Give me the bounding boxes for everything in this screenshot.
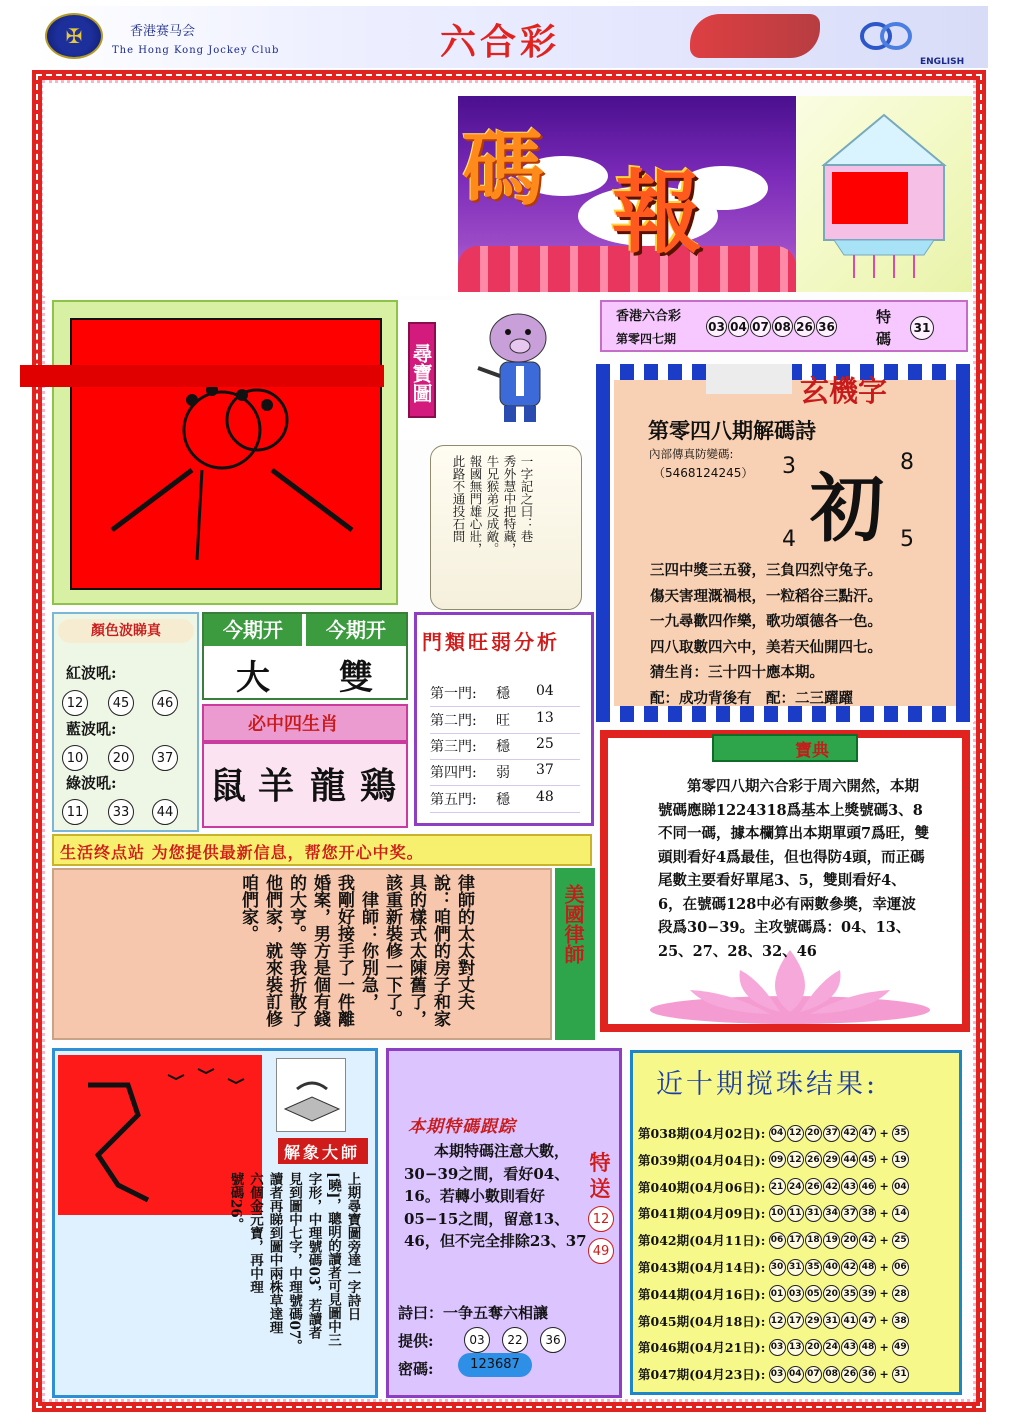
plus-icon: + [879, 1314, 889, 1328]
row-ball: 05 [805, 1285, 822, 1302]
horse-racing-icon [690, 14, 820, 58]
green-wave-label: 綠波吼: [66, 774, 117, 792]
fax-note: 內部傳真防變碼: [649, 447, 734, 461]
mystery-word-title: 玄機字 [800, 374, 888, 408]
wave-ball: 37 [152, 745, 178, 771]
red-wave-label: 紅波吼: [66, 664, 117, 682]
row-ball: 30 [769, 1259, 786, 1276]
mystery-title-blank [706, 364, 792, 394]
poem-line: 四八取數四六中，美若天仙開四七。 [650, 638, 882, 656]
row-ball: 31 [823, 1312, 840, 1329]
row-issue: 第042期 [638, 1233, 690, 1249]
row-ball: 07 [805, 1366, 822, 1383]
zodiac-animal: 龍 [310, 765, 347, 807]
row-ball: 17 [787, 1232, 804, 1249]
result-ball: 36 [816, 316, 837, 337]
gate-analysis-title: 門類旺弱分析 [422, 630, 560, 654]
row-special-ball: 38 [892, 1312, 909, 1329]
row-special-ball: 25 [892, 1232, 909, 1249]
result-ball: 03 [706, 316, 727, 337]
lantern-red-redaction [832, 172, 908, 224]
poem-line: 配：成功背後有 配：二三躍躍 [650, 689, 853, 707]
mystery-digit: 5 [900, 527, 914, 552]
wave-ball: 46 [152, 690, 178, 716]
row-issue: 第043期 [638, 1260, 690, 1275]
gate-name: 第四門: [430, 765, 477, 781]
row-ball: 31 [805, 1205, 822, 1222]
poem-line: 三四中獎三五發，三負四烈守兔子。 [650, 562, 882, 579]
dream-line: 讀者再睇到圖中兩株草達理 [266, 1172, 283, 1334]
plus-icon: + [879, 1340, 889, 1354]
gate-number: 13 [536, 710, 554, 726]
wave-ball: 10 [62, 745, 88, 771]
plus-icon: + [879, 1180, 889, 1194]
row-issue: 第044期 [638, 1286, 690, 1302]
result-row [638, 1151, 909, 1169]
poem-text: 一争五奪六相讓 [443, 1304, 549, 1322]
gate-row [430, 736, 580, 760]
row-ball: 04 [787, 1366, 804, 1383]
result-row [638, 1365, 909, 1383]
row-ball: 18 [805, 1232, 822, 1249]
provide-ball: 22 [502, 1327, 528, 1353]
joke-line: 律師：你別急， [358, 874, 378, 1010]
scroll-line: 此路不通投石問 [451, 455, 466, 543]
row-ball: 42 [841, 1259, 858, 1276]
lawyer-joke-title: 美國律師 [561, 884, 585, 964]
poem-line: 猜生肖：三十四十應本期。 [650, 664, 824, 681]
treasure-code-text: 第零四八期六合彩于周六開然，本期號碼應睇1224318爲基本上獎號碼3、8不同一碼，據本欄算出本期單頭7爲旺，雙頭則看好4爲最佳，但也得防4頭，而正碼尾數主要看好單尾3、5，雙則看好4、6，在號碼128中必有兩數參奬，幸運波段爲30−39。主攻號碼爲：04、13、25、27、28、32、46 [658, 778, 930, 960]
row-special-ball: 06 [892, 1259, 909, 1276]
plus-icon: + [879, 1233, 889, 1247]
result-row [638, 1312, 909, 1330]
period-value-odd-even: 雙 [339, 658, 373, 698]
row-ball: 40 [823, 1259, 840, 1276]
row-ball: 24 [787, 1178, 804, 1195]
row-ball: 20 [805, 1339, 822, 1356]
special-tracking-text: 本期特碼注意大數，30−39之間，看好04、16。若轉小數則看好05−15之間，留意13、46，但不完全排除23、37 [404, 1142, 587, 1250]
row-ball: 01 [769, 1285, 786, 1302]
row-ball: 03 [769, 1366, 786, 1383]
row-ball: 48 [859, 1339, 876, 1356]
row-ball: 47 [859, 1312, 876, 1329]
gate-row [430, 710, 580, 734]
dream-master-text [225, 1172, 362, 1372]
result-row [638, 1258, 909, 1276]
row-date: (04月23日): [689, 1367, 766, 1383]
row-special-ball: 35 [892, 1125, 909, 1142]
dream-line: 六個金元寶，再中理 [247, 1172, 263, 1294]
row-ball: 35 [805, 1259, 822, 1276]
english-link[interactable]: ENGLISH [920, 57, 965, 67]
row-ball: 03 [787, 1285, 804, 1302]
joke-line: 律師的太太對丈夫 [454, 874, 474, 1010]
row-ball: 17 [787, 1312, 804, 1329]
zodiac-animal: 鶏 [360, 765, 397, 807]
joke-line: 說：咱們的房子和家 [430, 874, 450, 1027]
joke-line: 咱們家。 [238, 874, 258, 942]
scroll-line: 報國無門雄心壯， [468, 455, 483, 555]
provide-line [398, 1330, 434, 1351]
row-ball: 26 [841, 1366, 858, 1383]
row-ball: 24 [823, 1339, 840, 1356]
gate-name: 第五門: [430, 792, 477, 808]
code-pill: 123687 [458, 1353, 532, 1377]
result-row [638, 1178, 909, 1196]
color-wave-title: 顏色波睇真 [58, 619, 194, 643]
wave-ball: 20 [108, 745, 134, 771]
redaction-stripe [20, 365, 384, 387]
row-date: (04月18日): [689, 1313, 766, 1329]
plus-icon: + [879, 1126, 889, 1140]
row-ball: 42 [823, 1178, 840, 1195]
poem-line: 傷天害理溉禍根，一粒稻谷三點汗。 [650, 587, 882, 605]
book-hand-icon [276, 1058, 346, 1132]
special-ball: 31 [910, 316, 934, 340]
treasure-code-title-bar [712, 734, 858, 762]
wave-ball: 33 [108, 799, 134, 825]
row-ball: 37 [823, 1125, 840, 1142]
row-ball: 06 [769, 1232, 786, 1249]
row-ball: 31 [787, 1259, 804, 1276]
joke-line: 他們家，就來裝訂修 [262, 874, 282, 1027]
joke-line: 該重新裝修一下了。 [382, 874, 402, 1027]
gate-row [430, 683, 580, 707]
row-ball: 09 [769, 1151, 786, 1168]
special-tracking-title: 本期特碼跟踪 [408, 1117, 516, 1137]
dream-line: 號碼26。 [227, 1172, 244, 1232]
row-ball: 41 [841, 1312, 858, 1329]
row-special-ball: 28 [892, 1285, 909, 1302]
row-ball: 20 [805, 1125, 822, 1142]
row-ball: 26 [805, 1151, 822, 1168]
result-ball: 08 [772, 316, 793, 337]
row-date: (04月06日): [689, 1179, 766, 1195]
row-ball: 20 [823, 1285, 840, 1302]
zodiac-title: 必中四生肖 [248, 714, 338, 735]
row-ball: 45 [859, 1151, 876, 1168]
row-issue: 第045期 [638, 1313, 690, 1329]
row-date: (04月04日): [689, 1152, 766, 1168]
pig-mascot-icon [470, 306, 560, 426]
result-row [638, 1231, 909, 1249]
mystery-digit: 8 [900, 450, 914, 475]
provide-ball: 36 [540, 1327, 566, 1353]
scroll-line: 秀外慧中把特藏， [502, 455, 517, 555]
gate-status: 旺 [496, 713, 510, 729]
row-ball: 26 [805, 1178, 822, 1195]
row-ball: 47 [859, 1125, 876, 1142]
poem-label: 詩曰： [398, 1304, 444, 1322]
page-title: 六合彩 [440, 21, 561, 63]
period-head-big-small: 今期开 [204, 614, 302, 646]
row-ball: 38 [859, 1205, 876, 1222]
treasure-code-title: 寶典 [795, 741, 829, 761]
row-ball: 04 [769, 1125, 786, 1142]
gate-number: 48 [536, 789, 554, 805]
mystery-big-char: 初 [810, 466, 884, 552]
org-name-en: The Hong Kong Jockey Club [112, 45, 280, 56]
joke-line: 具的樣式太陳舊了， [406, 874, 426, 1027]
zodiac-animal: 鼠 [210, 765, 247, 807]
period-value-big-small: 大 [236, 658, 270, 698]
row-ball: 19 [823, 1232, 840, 1249]
treasure-map-drawing [72, 320, 384, 592]
row-issue: 第041期 [638, 1206, 690, 1222]
wave-ball: 11 [62, 799, 88, 825]
result-ball: 26 [794, 316, 815, 337]
scroll-line: 一字記之曰：巷 [519, 455, 534, 543]
period-head-odd-even: 今期开 [306, 614, 406, 646]
row-ball: 42 [859, 1232, 876, 1249]
row-issue: 第046期 [638, 1340, 690, 1356]
mystery-digit: 4 [782, 527, 796, 552]
row-special-ball: 31 [892, 1366, 909, 1383]
gate-name: 第一門: [430, 686, 477, 702]
gate-number: 25 [536, 736, 554, 752]
row-ball: 39 [859, 1285, 876, 1302]
jockey-club-logo-icon[interactable]: ✠ [45, 13, 103, 59]
special-send-label: 特送 [589, 1150, 611, 1201]
lottery-name: 香港六合彩 [616, 309, 682, 324]
result-ball: 04 [728, 316, 749, 337]
row-issue: 第047期 [638, 1367, 690, 1383]
gate-status: 穩 [496, 739, 510, 755]
row-special-ball: 14 [892, 1205, 909, 1222]
row-issue: 第038期 [638, 1126, 690, 1141]
row-date: (04月11日): [689, 1233, 766, 1249]
row-ball: 11 [787, 1205, 804, 1222]
seek-treasure-title: 尋寶圖 [408, 322, 436, 418]
provide-ball: 03 [464, 1327, 490, 1353]
special-number-label: 特碼 [876, 308, 892, 348]
row-ball: 43 [841, 1339, 858, 1356]
mystery-poem [650, 558, 956, 711]
row-ball: 29 [805, 1312, 822, 1329]
row-ball: 43 [841, 1178, 858, 1195]
row-ball: 13 [787, 1339, 804, 1356]
joke-line: 的大亨。等我折散了 [286, 874, 306, 1027]
gate-status: 穩 [496, 686, 510, 702]
gate-name: 第三門: [430, 739, 477, 755]
gate-number: 04 [536, 683, 554, 699]
row-special-ball: 49 [892, 1339, 909, 1356]
lawyer-joke-text [236, 874, 476, 1034]
result-row [638, 1285, 909, 1303]
fax-phone: （5468124245） [653, 466, 754, 480]
joke-line: 婚案，男方是個有錢 [310, 874, 330, 1027]
row-ball: 10 [769, 1205, 786, 1222]
dream-line: [曉]，聰明的讀者可見圖中三 [325, 1172, 341, 1347]
gate-row [430, 762, 580, 786]
blue-wave-label: 藍波吼: [66, 720, 117, 738]
plus-icon: + [879, 1260, 889, 1274]
gate-status: 穩 [496, 792, 510, 808]
row-ball: 12 [787, 1125, 804, 1142]
row-ball: 48 [859, 1259, 876, 1276]
row-ball: 44 [841, 1151, 858, 1168]
wave-ball: 45 [108, 690, 134, 716]
row-ball: 08 [823, 1366, 840, 1383]
row-ball: 34 [823, 1205, 840, 1222]
dream-line: 見到圖中七字，中理號碼07。 [286, 1172, 302, 1353]
row-date: (04月14日): [689, 1260, 766, 1275]
result-row [638, 1204, 909, 1222]
dream-master-title: 解象大師 [284, 1143, 361, 1162]
result-row [638, 1124, 909, 1142]
gate-row [430, 789, 580, 813]
gate-number: 37 [536, 762, 554, 778]
row-ball: 42 [841, 1125, 858, 1142]
plus-icon: + [879, 1287, 889, 1301]
row-ball: 12 [769, 1312, 786, 1329]
scroll-line: 牛兄猴弟反成敵。 [485, 455, 500, 555]
plus-icon: + [879, 1206, 889, 1220]
code-line [398, 1358, 434, 1379]
row-ball: 46 [859, 1178, 876, 1195]
zodiac-animal: 羊 [258, 765, 295, 807]
recent-results-title: 近十期搅珠结果: [656, 1069, 879, 1100]
row-ball: 35 [841, 1285, 858, 1302]
special-send-ball: 49 [588, 1238, 614, 1264]
row-ball: 20 [841, 1232, 858, 1249]
result-ball: 07 [750, 316, 771, 337]
banner-char-code: 碼 [462, 121, 545, 217]
mystery-word-subtitle: 第零四八期解碼詩 [648, 418, 816, 443]
row-issue: 第040期 [638, 1179, 690, 1195]
row-ball: 37 [841, 1205, 858, 1222]
banner-blank-area [43, 84, 458, 296]
row-ball: 03 [769, 1339, 786, 1356]
row-ball: 36 [859, 1366, 876, 1383]
poem-line: 一九尋歡四作樂，歌功頌德各一色。 [650, 613, 882, 630]
life-station-text: 生活终点站 为您提供最新信息，帮您开心中奖。 [60, 843, 424, 862]
code-label: 密碼: [398, 1360, 434, 1378]
row-date: (04月21日): [689, 1340, 766, 1356]
special-send-ball: 12 [588, 1206, 614, 1232]
row-issue: 第039期 [638, 1152, 690, 1168]
joke-line: 我剛好接手了一件離 [334, 874, 354, 1027]
row-date: (04月09日): [689, 1206, 766, 1222]
poem-line [398, 1302, 548, 1323]
gate-status: 弱 [496, 765, 510, 781]
gate-name: 第二門: [430, 713, 477, 729]
row-special-ball: 19 [892, 1151, 909, 1168]
row-date: (04月02日): [689, 1126, 766, 1141]
result-row [638, 1338, 909, 1356]
issue-number: 第零四七期 [616, 332, 677, 346]
mystery-digit: 3 [782, 454, 796, 479]
scroll-poem-text [450, 455, 535, 595]
dream-line: 上期尋寶圖旁達一字詩日 [344, 1172, 361, 1321]
row-ball: 21 [769, 1178, 786, 1195]
plus-icon: + [879, 1367, 889, 1381]
provide-label: 提供: [398, 1332, 434, 1350]
row-special-ball: 04 [892, 1178, 909, 1195]
wave-ball: 12 [62, 690, 88, 716]
row-ball: 12 [787, 1151, 804, 1168]
infinity-logo-icon[interactable] [858, 20, 914, 52]
row-ball: 29 [823, 1151, 840, 1168]
row-date: (04月16日): [689, 1286, 766, 1302]
plus-icon: + [879, 1153, 889, 1167]
org-name-zh: 香港赛马会 [130, 24, 196, 39]
treasure-map-image [70, 318, 382, 590]
banner-char-report: 報 [612, 160, 702, 266]
dream-line: 字形，中理號碼03，若讀者 [305, 1172, 322, 1340]
wave-ball: 44 [152, 799, 178, 825]
